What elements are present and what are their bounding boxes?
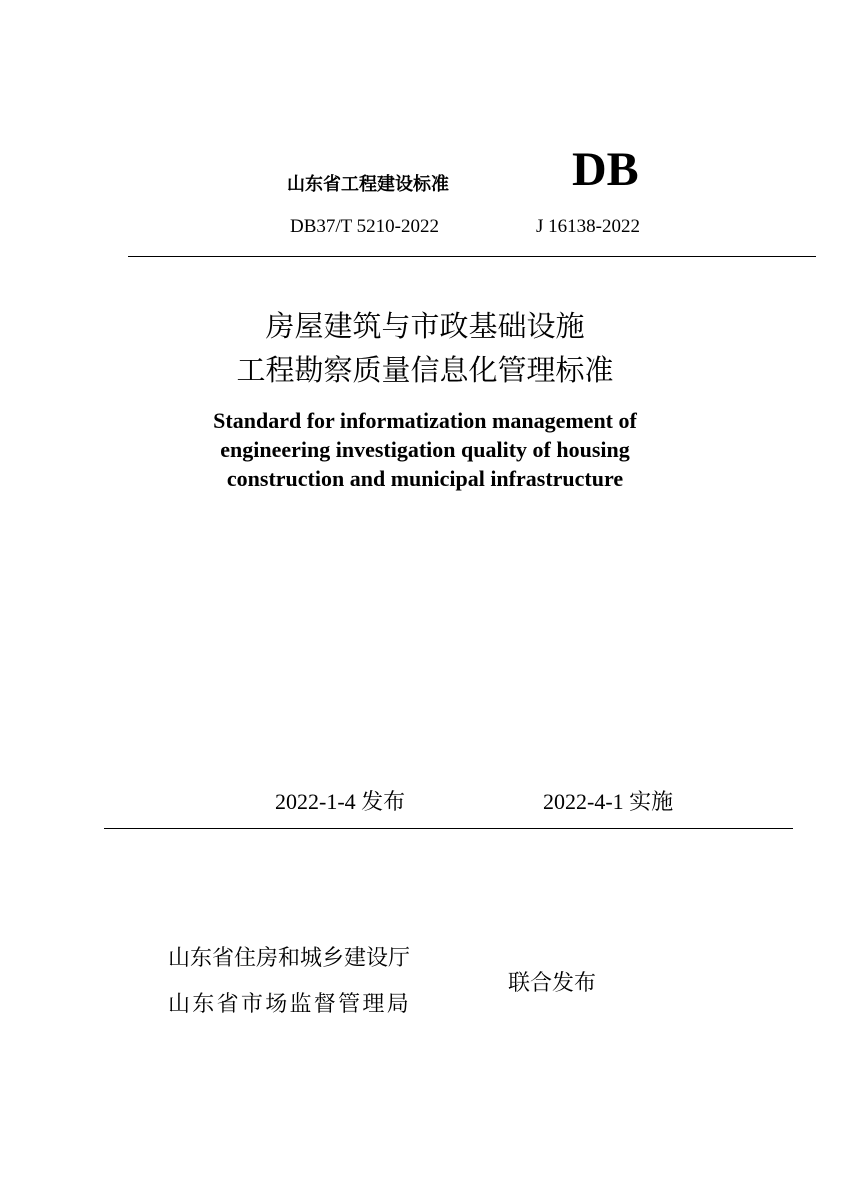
chinese-title-line-1: 房屋建筑与市政基础设施 <box>265 309 585 343</box>
implementation-date: 2022-4-1 实施 <box>543 789 674 814</box>
english-title <box>0 406 850 493</box>
header-divider <box>128 256 816 257</box>
date-divider <box>104 828 793 829</box>
english-title-line-3: construction and municipal infrastructure <box>226 466 624 491</box>
record-number: J 16138-2022 <box>536 216 640 237</box>
issue-date: 2022-1-4 发布 <box>275 789 406 814</box>
joint-issue-label: 联合发布 <box>508 971 597 996</box>
issuer-market-regulation-bureau: 山东省市场监督管理局 <box>168 992 412 1017</box>
standard-category: 山东省工程建设标准 <box>287 174 449 195</box>
chinese-title-line-2: 工程勘察质量信息化管理标准 <box>236 353 614 387</box>
issuer-housing-department: 山东省住房和城乡建设厅 <box>168 946 411 971</box>
english-title-line-2: engineering investigation quality of housing <box>220 437 630 462</box>
standard-number: DB37/T 5210-2022 <box>290 216 440 237</box>
english-title-line-1: Standard for informatization management of <box>213 408 637 433</box>
db-mark: DB <box>572 143 639 196</box>
